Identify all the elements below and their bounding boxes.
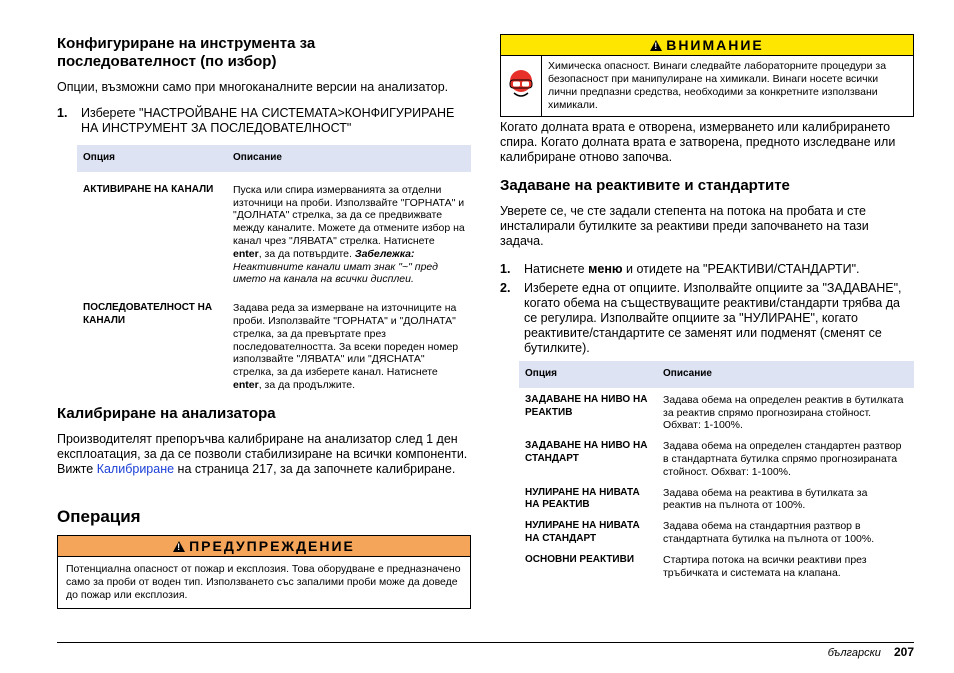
warning-title: ПРЕДУПРЕЖДЕНИЕ xyxy=(189,538,355,554)
calibration-link[interactable]: Калибриране xyxy=(96,462,175,476)
table-header-description: Описание xyxy=(227,145,471,172)
table-row xyxy=(519,554,914,580)
reagents-options-table xyxy=(519,361,914,579)
warning-box xyxy=(57,535,471,609)
sequencer-intro: Опции, възможни само при многоканалните версии на анализатор. xyxy=(57,80,449,94)
table-row xyxy=(77,172,471,296)
option-description: Стартира потока на всички реактиви през тръбичката и системата на клапана. xyxy=(663,553,867,579)
step-text: Изберете една от опциите. Изполвайте опциите за "ЗАДАВАНЕ", когато обема на съществуващите реактиви/стандарти трябва да се регулира. Изполвайте опциите за "НУЛИРАНЕ", когато реактивите/стандартите се заменят или подменят (сменят се бутилките). xyxy=(524,281,902,355)
note-text: Неактивните канали имат знак "~" пред името на канала на всички дисплеи. xyxy=(233,260,438,286)
sequencer-step-1 xyxy=(57,106,471,136)
option-description: Задава обема на определен стандартен разтвор в стандартната бутилка спрямо прогнозираната стойност. Обхват: 1-100%. xyxy=(663,440,902,478)
option-name: НУЛИРАНЕ НА НИВАТА НА РЕАКТИВ xyxy=(525,486,640,511)
desc-text: Пуска или спира измерванията за отделни източници на проби. Използвайте "ГОРНАТА" и "ДОЛНАТА" стрелка, за да се предвижвате между каналите. Можете да отмените избор на канал чрез "ЛЯВАТА" стрелка. Натиснете xyxy=(233,183,465,247)
option-description xyxy=(227,172,471,296)
caution-text: Химическа опасност. Винаги следвайте лабораторните процедури за безопасност при манипулиране на химикали. Винаги носете всички лични предпазни средства, необходими за конкретните използвани химикали. xyxy=(548,60,887,111)
page-number: 207 xyxy=(893,645,914,659)
table-row xyxy=(519,520,914,554)
section-heading-calibration: Калибриране на анализатора xyxy=(57,405,276,422)
caution-body xyxy=(501,55,913,116)
enter-key-label: enter xyxy=(233,378,259,391)
desc-text: , за да потвърдите. xyxy=(258,247,355,260)
option-name: АКТИВИРАНЕ НА КАНАЛИ xyxy=(83,183,214,195)
warning-triangle-icon xyxy=(650,40,662,51)
option-name: ЗАДАВАНЕ НА НИВО НА РЕАКТИВ xyxy=(525,393,648,418)
table-row xyxy=(519,388,914,440)
warning-header xyxy=(58,536,470,556)
table-header-option: Опция xyxy=(77,145,227,172)
step-number: 1. xyxy=(500,262,511,276)
option-name: ЗАДАВАНЕ НА НИВО НА СТАНДАРТ xyxy=(525,440,648,464)
warning-text: Потенциална опасност от пожар и експлозия. Това оборудване е предназначено само за проби от воден тип. Използването със запалими проби може да доведе до пожар или експлозия. xyxy=(58,556,470,608)
step-number: 1. xyxy=(57,106,68,120)
reagents-intro: Уверете се, че сте задали степента на потока на пробата и сте инсталирали бутилките за реактиви преди започването на тази задача. xyxy=(500,204,869,248)
reagents-step-1 xyxy=(500,262,914,277)
enter-key-label: enter xyxy=(233,247,259,260)
calibration-text-a: Производителят препоръчва калибриране на анализатор след 1 ден експлоатация, за да се позволи стабилизиране на всички компоненти. Вижте xyxy=(57,432,468,476)
caution-title: ВНИМАНИЕ xyxy=(666,37,764,53)
warning-triangle-icon xyxy=(173,541,185,552)
footer-language: български xyxy=(827,647,881,659)
calibration-text xyxy=(57,432,471,477)
menu-key-label: меню xyxy=(588,262,623,276)
table-header-option: Опция xyxy=(519,361,657,388)
desc-text: , за да продължите. xyxy=(258,378,356,391)
sequencer-options-table xyxy=(77,145,471,392)
option-description: Задава обема на определен реактив в бутилката за реактив спрямо прогнозирана стойност. Обхват: 1-100%. xyxy=(663,393,904,432)
table-header-description: Описание xyxy=(657,361,914,388)
option-description: Задава обема на реактива в бутилката за реактив на пълнота от 100%. xyxy=(663,486,868,512)
desc-text: Задава реда за измерване на източниците на проби. Използвайте "ГОРНАТА" и "ДОЛНАТА" стрелка, за да превъртате през последователността. За всеки пореден номер използвайте "ЛЯВАТА" или "ДЯСНАТА" стрелка, за да изберете канал. Натиснете xyxy=(233,302,459,379)
step-text xyxy=(524,262,914,277)
door-text: Когато долната врата е отворена, измерването или калибрирането спира. Когато долната врата е затворена, предното изследване или калибриране отново започва. xyxy=(500,120,896,164)
option-description: Задава обема на стандартния разтвор в стандартната бутилка на пълнота от 100%. xyxy=(663,520,875,545)
note-label: Забележка: xyxy=(354,247,415,260)
section-heading-sequencer: Конфигуриране на инструмента за последователност (по избор) xyxy=(57,35,316,70)
caution-header xyxy=(501,35,913,55)
step-text-a: Натиснете xyxy=(524,262,589,276)
footer-rule xyxy=(57,642,914,643)
table-row xyxy=(519,487,914,521)
step-text-b: и отидете на "РЕАКТИВИ/СТАНДАРТИ". xyxy=(622,262,860,276)
step-number: 2. xyxy=(500,281,511,295)
footer xyxy=(828,645,914,659)
option-description xyxy=(227,296,471,392)
section-heading-operation: Операция xyxy=(57,507,141,526)
goggles-icon xyxy=(501,56,542,116)
reagents-step-2 xyxy=(500,281,914,356)
option-name: ПОСЛЕДОВАТЕЛНОСТ НА КАНАЛИ xyxy=(83,302,213,326)
calibration-text-b: на страница 217, за да започнете калибриране. xyxy=(174,462,456,476)
caution-box xyxy=(500,34,914,117)
option-name: НУЛИРАНЕ НА НИВАТА НА СТАНДАРТ xyxy=(525,520,640,544)
step-text: Изберете "НАСТРОЙВАНЕ НА СИСТЕМАТА>КОНФИГУРИРАНЕ НА ИНСТРУМЕНТ ЗА ПОСЛЕДОВАТЕЛНОСТ" xyxy=(81,106,455,135)
option-name: ОСНОВНИ РЕАКТИВИ xyxy=(525,553,635,565)
table-row xyxy=(77,296,471,392)
table-row xyxy=(519,440,914,486)
section-heading-reagents: Задаване на реактивите и стандартите xyxy=(500,177,790,194)
